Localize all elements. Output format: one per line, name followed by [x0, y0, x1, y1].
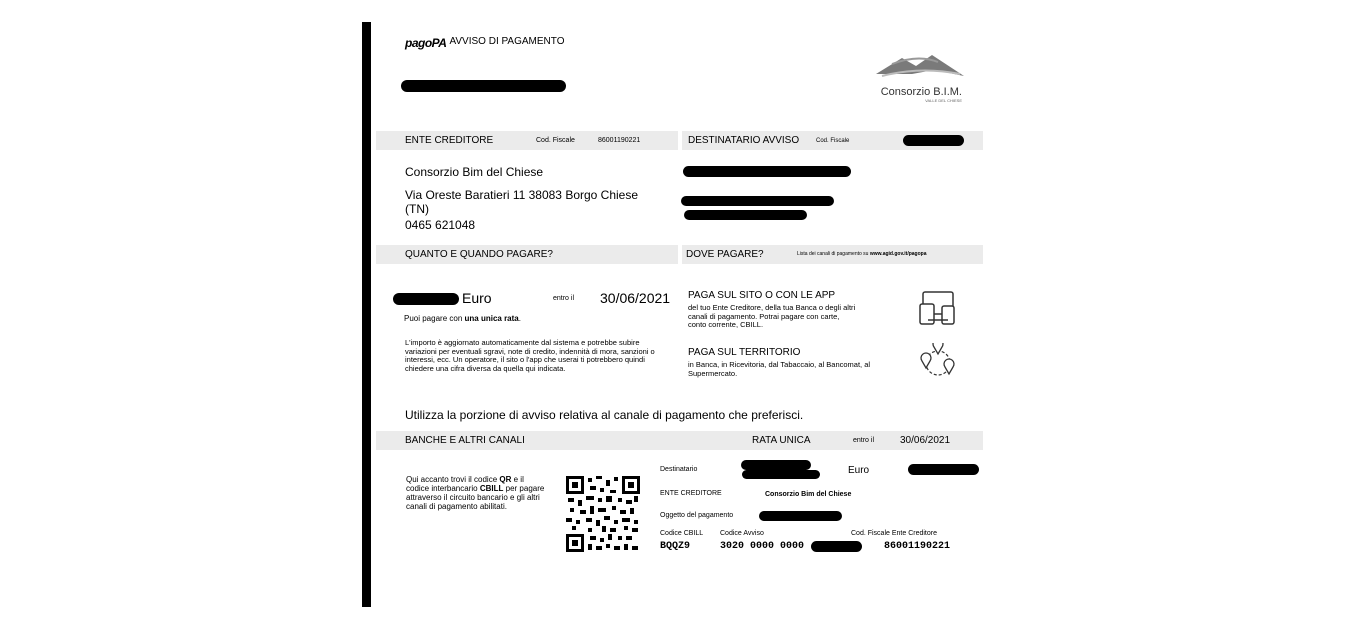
consorzio-subtitle: VALLE DEL CHIESE: [925, 98, 962, 103]
bank-due-label: entro il: [853, 437, 875, 444]
channel-hint: Utilizza la porzione di avviso relativa al canale di pagamento che preferisci.: [405, 408, 804, 422]
installment-bold: una unica rata: [464, 314, 519, 323]
redacted-recipient-name: [683, 166, 851, 177]
channel-territory-text: in Banca, in Ricevitoria, dal Tabaccaio, al Bancomat, al Supermercato.: [688, 360, 871, 378]
bank-oggetto-label: Oggetto del pagamento: [660, 512, 734, 519]
pagopa-logo-text: pagoPA: [405, 36, 447, 50]
map-pins-icon: [918, 343, 958, 386]
bank-cf-label: Cod. Fiscale Ente Creditore: [851, 530, 937, 537]
bank-euro-label: Euro: [848, 465, 870, 476]
amount-currency: Euro: [462, 290, 492, 306]
recipient-label: DESTINATARIO AVVISO: [688, 135, 800, 146]
where-note-site[interactable]: www.agid.gov.it/pagopa: [869, 251, 927, 257]
bank-ente-value: Consorzio Bim del Chiese: [765, 491, 852, 498]
due-label: entro il: [553, 295, 575, 302]
channel-online-title: PAGA SUL SITO O CON LE APP: [688, 290, 836, 301]
notice-title: AVVISO DI PAGAMENTO: [449, 36, 565, 47]
amount-note: L'importo è aggiornato automaticamente dal sistema e potrebbe subire variazioni per eventuali sgravi, note di credito, indennità di mora, sanzioni o interessi, ecc. Un operatore, il sito o l'app che userai ti potrebbero quindi chiedere una cifra diversa da quella qui indicata.: [405, 338, 655, 373]
page-edge-bar: [362, 22, 371, 607]
mountain-logo-icon: [872, 52, 968, 82]
channel-online-text: del tuo Ente Creditore, della tua Banca o degli altri canali di pagamento. Potrai pagare con carte, conto corrente, CBILL.: [688, 303, 856, 329]
creditor-address: Via Oreste Baratieri 11 38083 Borgo Chiese (TN): [405, 188, 639, 216]
redacted-bank-dest-2: [742, 470, 820, 479]
redacted-bank-oggetto: [759, 511, 842, 521]
where-label: DOVE PAGARE?: [686, 249, 764, 260]
where-note: [797, 251, 927, 257]
bank-ente-label: ENTE CREDITORE: [660, 490, 722, 497]
creditor-label: ENTE CREDITORE: [405, 135, 494, 146]
channel-territory-title: PAGA SUL TERRITORIO: [688, 347, 801, 358]
consorzio-logo: [872, 52, 968, 103]
redacted-subject: [401, 80, 566, 92]
creditor-name: Consorzio Bim del Chiese: [405, 165, 544, 179]
qr-code: [566, 476, 640, 557]
pagopa-logo: [405, 36, 564, 50]
redacted-bank-dest-1: [741, 460, 811, 470]
bank-cf-value: 86001190221: [884, 541, 951, 552]
redacted-recipient-address: [681, 196, 834, 206]
redacted-amount: [393, 293, 459, 305]
cbill-value: BQQZ9: [660, 541, 691, 552]
creditor-cf-label: Cod. Fiscale: [536, 137, 575, 144]
redacted-recipient-cf: [903, 135, 964, 146]
installment-prefix: Puoi pagare con: [404, 314, 463, 323]
bank-dest-label: Destinatario: [660, 466, 698, 473]
consorzio-name: Consorzio B.I.M.: [880, 86, 962, 98]
when-label: QUANTO E QUANDO PAGARE?: [405, 249, 553, 260]
redacted-avviso-tail: [811, 541, 862, 552]
bank-due-date: 30/06/2021: [900, 435, 951, 446]
creditor-cf-value: 86001190221: [598, 137, 641, 144]
cbill-label: Codice CBILL: [660, 530, 704, 537]
redacted-bank-amount: [908, 464, 979, 475]
where-note-prefix: Lista dei canali di pagamento su: [797, 251, 869, 257]
devices-icon: [918, 290, 958, 333]
redacted-recipient-city: [684, 210, 807, 220]
bank-label: BANCHE E ALTRI CANALI: [405, 435, 525, 446]
due-date: 30/06/2021: [600, 290, 671, 306]
creditor-phone: 0465 621048: [405, 218, 476, 232]
avviso-label: Codice Avviso: [720, 530, 764, 537]
installment-line: Puoi pagare con una unica rata.: [404, 314, 521, 323]
recipient-cf-label: Cod. Fiscale: [816, 138, 850, 144]
rata-label: RATA UNICA: [752, 435, 811, 446]
qr-explanation: Qui accanto trovi il codice QR e il codice interbancario CBILL per pagare attraverso il circuito bancario e gli altri canali di pagamento abilitati.: [406, 475, 545, 511]
avviso-value: 3020 0000 0000: [720, 541, 805, 552]
